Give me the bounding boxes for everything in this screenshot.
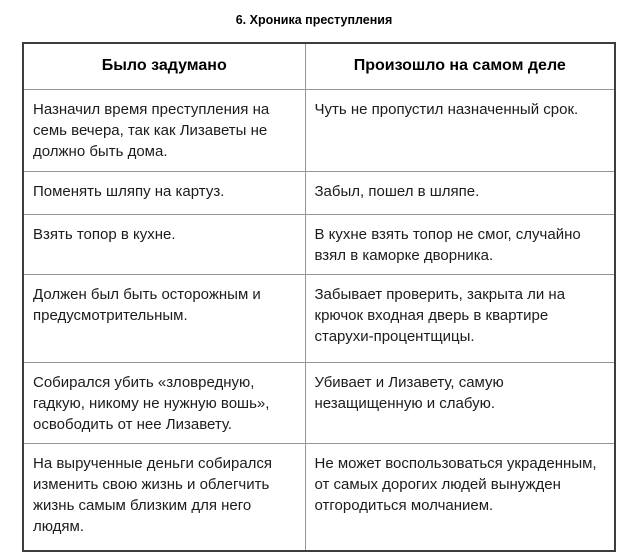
column-header-actual: Произошло на самом деле <box>305 43 615 89</box>
column-header-planned: Было задумано <box>23 43 305 89</box>
table-row <box>23 362 615 443</box>
cell-actual: Не может воспользоваться украденным, от самых дорогих людей вынужден отгородиться молчанием. <box>305 443 615 551</box>
page-title: 6. Хроника преступления <box>235 13 393 27</box>
cell-actual: Убивает и Лизавету, самую незащищенную и слабую. <box>305 362 615 443</box>
cell-planned: Должен был быть осторожным и предусмотрительным. <box>23 274 305 362</box>
table-row <box>23 443 615 551</box>
header-row <box>23 43 615 89</box>
cell-planned: На вырученные деньги собирался изменить свою жизнь и облегчить жизнь самым близким для него людям. <box>23 443 305 551</box>
table-row <box>23 274 615 362</box>
crime-chronicle-table <box>22 42 616 552</box>
cell-planned: Поменять шляпу на картуз. <box>23 171 305 214</box>
table-row <box>23 171 615 214</box>
cell-actual: Забыл, пошел в шляпе. <box>305 171 615 214</box>
cell-actual: В кухне взять топор не смог, случайно взял в каморке дворника. <box>305 214 615 274</box>
cell-planned: Собирался убить «зловредную, гадкую, никому не нужную вошь», освободить от нее Лизавету. <box>23 362 305 443</box>
table-row <box>23 89 615 171</box>
cell-actual: Забывает проверить, закрыта ли на крючок входная дверь в квартире старухи-процентщицы. <box>305 274 615 362</box>
cell-actual: Чуть не пропустил назначенный срок. <box>305 89 615 171</box>
table-row <box>23 214 615 274</box>
cell-planned: Взять топор в кухне. <box>23 214 305 274</box>
cell-planned: Назначил время преступления на семь вечера, так как Лизаветы не должно быть дома. <box>23 89 305 171</box>
